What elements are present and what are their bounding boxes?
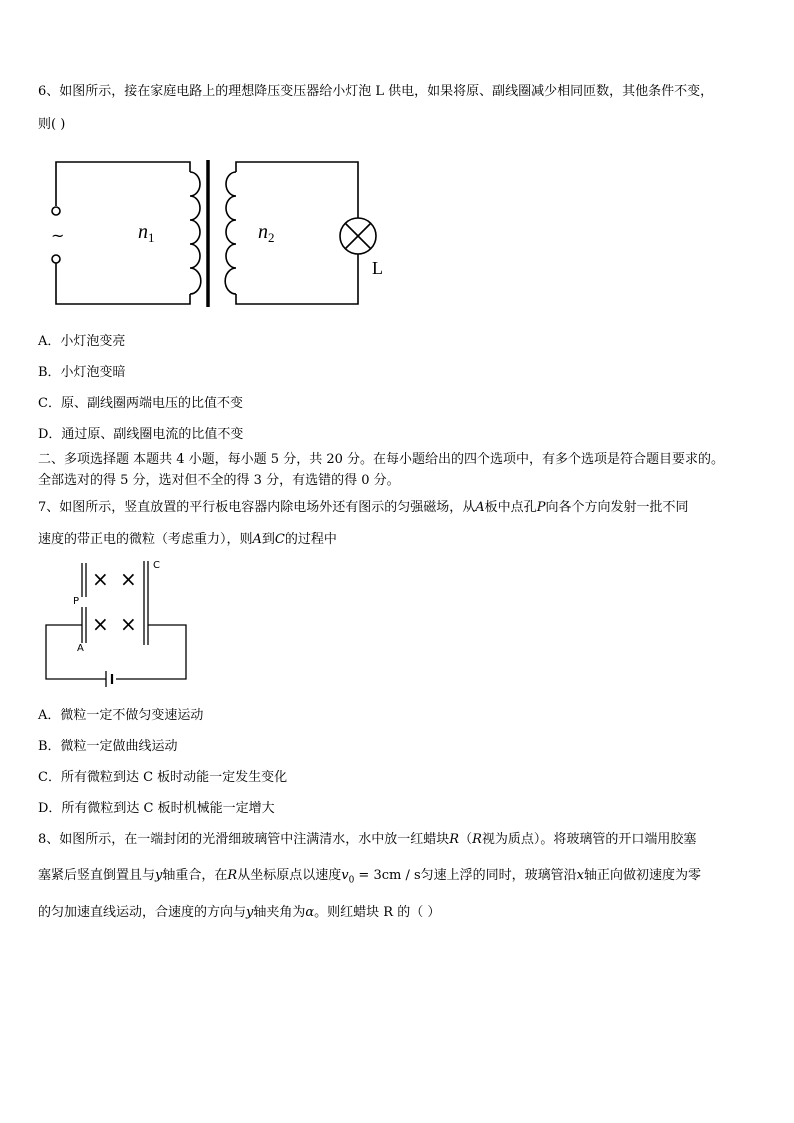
terminal-bottom [52,255,60,263]
capacitor-magnetic-field-diagram [40,555,200,695]
label-a: A [77,643,84,654]
q6-stem-line2: 则( ) [38,117,66,132]
q6-stem-line1: 6、如图所示，接在家庭电路上的理想降压变压器给小灯泡 L 供电，如果将原、副线圈减少相同匝数，其他条件不变， [38,84,714,99]
q7-stem-line2: 速度的带正电的微粒（考虑重力），则A到C的过程中 [38,532,337,547]
lamp-label: L [372,258,383,278]
q8-stem-line2: 塞紧后竖直倒置且与y轴重合，在R从坐标原点以速度$v_0 = 3cm / s$匀速上浮的同时，玻璃管沿x轴正向做初速度为零 [38,868,702,886]
q7-option-d[interactable]: D．所有微粒到达 C 板时机械能一定增大 [38,801,275,816]
label-c: C [153,560,160,571]
q6-option-d[interactable]: D．通过原、副线圈电流的比值不变 [38,427,244,442]
q6-option-c[interactable]: C．原、副线圈两端电压的比值不变 [38,396,243,411]
label-p: P [73,596,80,607]
transformer-circuit-diagram [40,150,400,315]
secondary-wire-bottom [236,254,358,304]
q7-option-c[interactable]: C．所有微粒到达 C 板时动能一定发生变化 [38,770,288,785]
q6-option-b[interactable]: B．小灯泡变暗 [38,365,126,380]
terminal-top [52,207,60,215]
section2-heading-line1: 二、多项选择题 本题共 4 小题，每小题 5 分，共 20 分。在每小题给出的四个选项中，有多个选项是符合题目要求的。 [38,452,725,467]
q6-option-a[interactable]: A．小灯泡变亮 [38,334,126,349]
magnetic-cross: × [92,567,109,591]
magnetic-cross: × [92,612,109,636]
secondary-wire-top [236,162,358,218]
primary-coil [190,172,201,294]
n1-label: $n_1$ [138,221,155,245]
magnetic-cross: × [120,612,137,636]
n2-label: $n_2$ [258,221,275,245]
q8-stem-line1: 8、如图所示，在一端封闭的光滑细玻璃管中注满清水，水中放一红蜡块R（R视为质点）。将玻璃管的开口端用胶塞 [38,832,697,847]
section2-heading-line2: 全部选对的得 5 分，选对但不全的得 3 分，有选错的得 0 分。 [38,473,400,488]
q7-option-a[interactable]: A．微粒一定不做匀变速运动 [38,708,204,723]
magnetic-cross: × [120,567,137,591]
primary-wire-top [56,162,190,206]
q7-option-b[interactable]: B．微粒一定做曲线运动 [38,739,178,754]
secondary-coil [225,172,236,294]
primary-wire-bottom [56,263,190,304]
q8-stem-line3: 的匀加速直线运动，合速度的方向与y轴夹角为α。则红蜡块 R 的（ ） [38,905,441,920]
ac-source-symbol: ~ [51,226,65,245]
q7-stem-line1: 7、如图所示，竖直放置的平行板电容器内除电场外还有图示的匀强磁场，从A板中点孔P向各个方向发射一批不同 [38,500,689,515]
